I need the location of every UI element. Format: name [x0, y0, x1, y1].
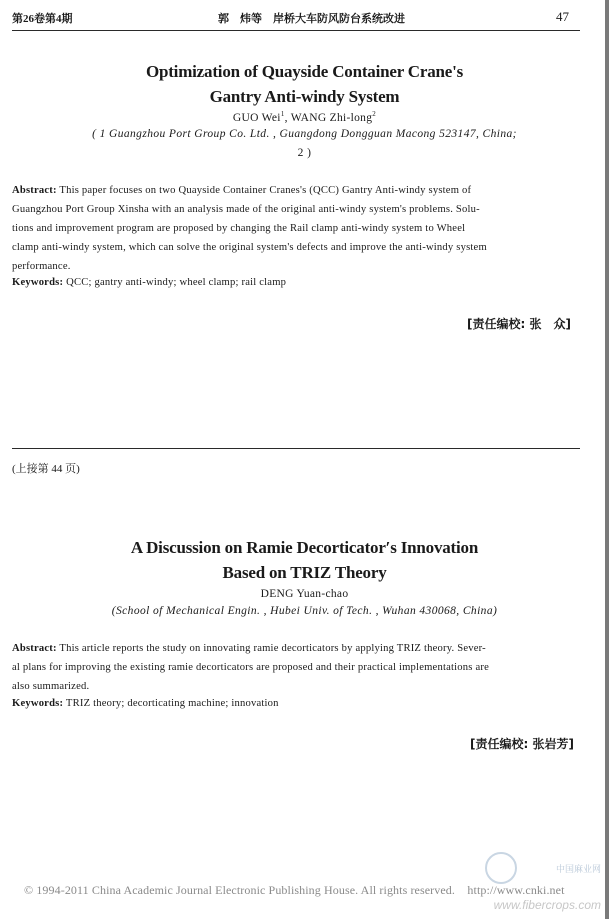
header-volume-issue: 第26卷第4期 — [12, 13, 73, 25]
article2-title-line2: Based on TRIZ Theory — [222, 563, 387, 582]
copyright-footer: © 1994-2011 China Academic Journal Electronic Publishing House. All rights reserved. http://www.cnki.net — [24, 883, 565, 897]
article2-abstract: Abstract: This article reports the study on innovating ramie decorticators by applying TRIZ theory. Sever- al plans for improving the existing ramie decorticators are proposed and their practical implementations are also summarized. — [12, 643, 489, 692]
article1-keywords: Keywords: QCC; gantry anti-windy; wheel clamp; rail clamp — [12, 277, 287, 288]
article2-keywords: Keywords: TRIZ theory; decorticating machine; innovation — [12, 698, 279, 709]
article1-title-line2: Gantry Anti-windy System — [209, 87, 400, 106]
cnki-link[interactable]: http://www.cnki.net — [467, 883, 565, 897]
watermark-logo-icon — [485, 852, 517, 884]
header-rule — [12, 30, 580, 31]
article2-author: DENG Yuan-chao — [260, 588, 349, 600]
article1-title-line1: Optimization of Quayside Container Crane's — [145, 62, 464, 81]
article1-affiliation-line1: ( 1 Guangzhou Port Group Co. Ltd. , Guangdong Dongguan Macong 523147, China; — [92, 128, 517, 140]
article1-affiliation-line2: 2 ) — [297, 147, 312, 159]
article2-title-line1: A Discussion on Ramie Decorticator′s Innovation — [130, 538, 479, 557]
watermark-url: www.fibercrops.com — [493, 898, 601, 912]
header-page-number: 47 — [556, 9, 569, 24]
article2-editor: [责任编校: 张岩芳] — [470, 737, 574, 751]
header-running-title: 郭 炜等 岸桥大车防风防台系统改进 — [218, 13, 405, 25]
article1-editor: [责任编校: 张 众] — [467, 317, 571, 331]
page-edge — [605, 0, 609, 919]
section-divider — [12, 448, 580, 449]
continuation-note: (上接第 44 页) — [12, 463, 80, 475]
article1-abstract: Abstract: This paper focuses on two Quayside Container Cranes's (QCC) Gantry Anti-windy system of Guangzhou Port Group Xinsha with an analysis made of the original anti-windy system's problems. Solu- tions and improvement program are proposed by changing the Rail clamp anti-windy system to Wheel clamp anti-windy system, which can solve the original system's defects and improve the anti-windy system performance. — [12, 185, 487, 272]
article2-affiliation: (School of Mechanical Engin. , Hubei Univ. of Tech. , Wuhan 430068, China) — [111, 605, 498, 617]
article1-authors: GUO Wei$^1$, WANG Zhi-long$^2$ — [232, 110, 377, 124]
watermark-cn: 中国麻业网 — [555, 865, 601, 875]
